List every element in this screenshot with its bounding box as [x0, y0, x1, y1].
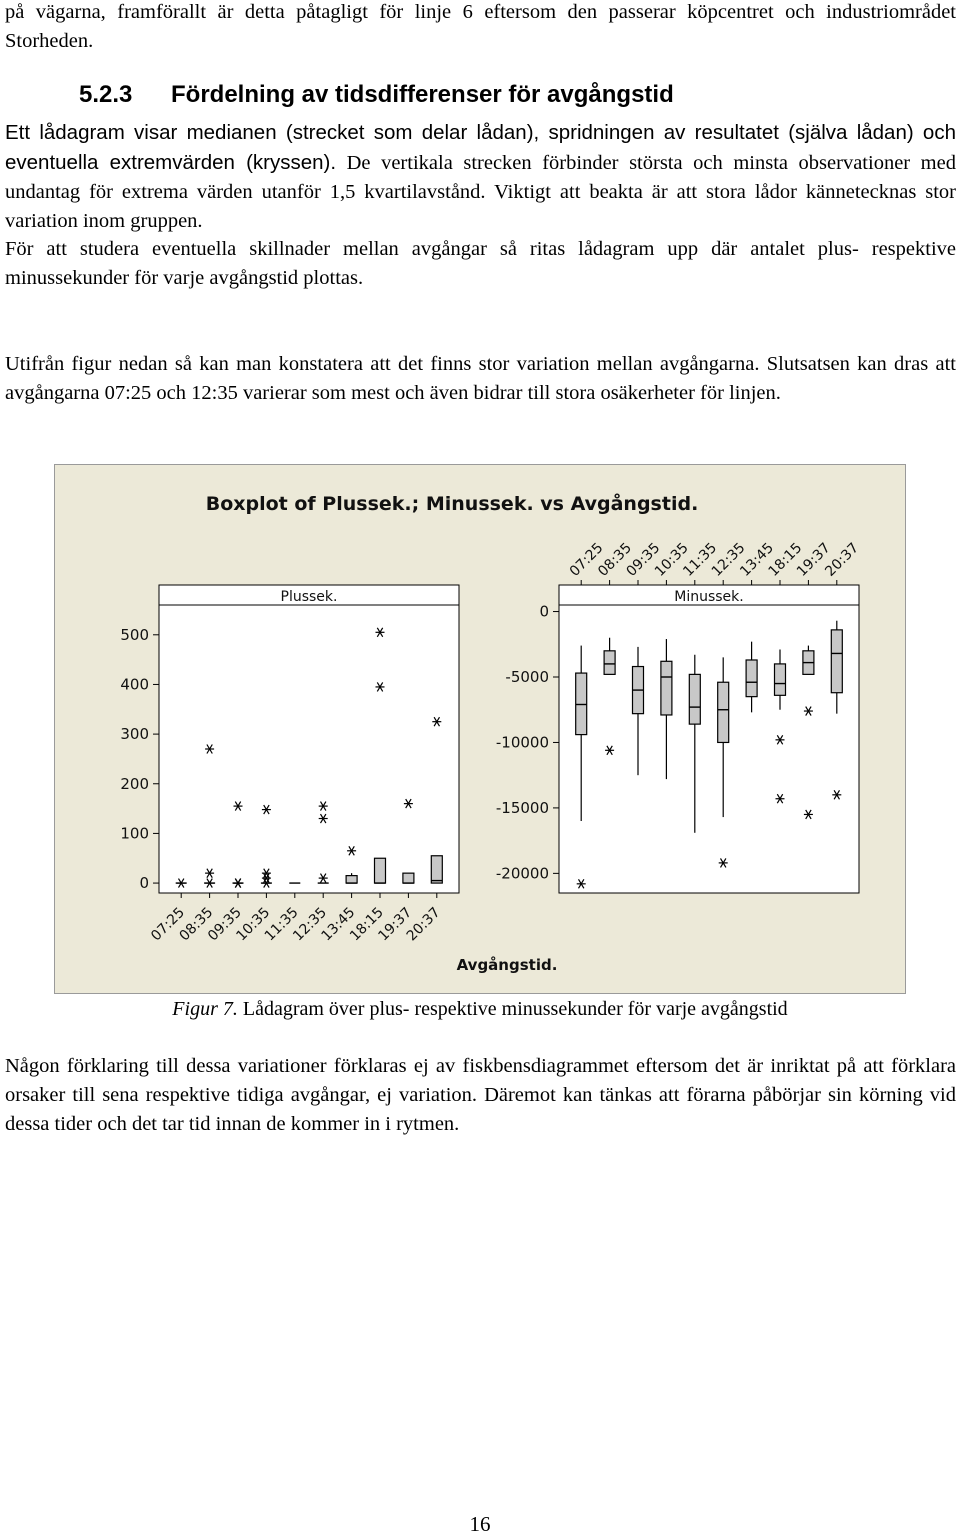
y-tick-label-minussek: 0 — [539, 602, 549, 621]
plot-area-minussek — [559, 585, 859, 893]
x-tick-label-minussek: 08:35 — [595, 539, 635, 580]
panel-label-minussek: Minussek. — [674, 589, 744, 605]
paragraph-discussion: Någon förklaring till dessa variationer förklaras ej av fiskbensdiagrammet eftersom det är inriktat på att förklara orsaker till sena respektive tidiga avgångar, ej variation. Däremot kan tänkas att förarna påbörjar sin körning vid dessa tider och det tar tid innan de kommer in i rytmen. — [5, 1055, 956, 1135]
x-tick-label-plussek: 20:37 — [403, 904, 444, 945]
x-tick-label-plussek: 07:25 — [148, 904, 189, 945]
box-plussek — [346, 876, 357, 883]
x-tick-label-plussek: 09:35 — [204, 904, 245, 945]
x-tick-label-minussek: 18:15 — [765, 539, 806, 580]
section-heading — [79, 79, 674, 111]
x-axis-label: Avgångstid. — [456, 956, 558, 974]
x-tick-label-plussek: 12:35 — [290, 904, 331, 945]
section-number: 5.2.3 — [79, 81, 133, 108]
paragraph-conclusion: Utifrån figur nedan så kan man konstatera att det finns stor variation mellan avgångarna. Slutsatsen kan dras att avgångarna 07:25 och 12:35 varierar som mest och även bidrar till stora osäkerheter för linjen. — [5, 353, 956, 404]
box-minussek — [775, 664, 786, 695]
figure-caption-text: Lådagram över plus- respektive minussekunder för varje avgångstid — [237, 998, 788, 1020]
panel-label-plussek: Plussek. — [280, 589, 338, 605]
box-minussek — [718, 682, 729, 742]
boxplot-chart — [54, 464, 907, 995]
y-tick-label-minussek: -5000 — [505, 668, 549, 686]
chart-title: Boxplot of Plussek.; Minussek. vs Avgångstid. — [205, 493, 699, 515]
plot-area-plussek — [159, 585, 459, 893]
section-title: Fördelning av tidsdifferenser för avgångstid — [171, 81, 674, 108]
figure-caption-label: Figur 7. — [172, 998, 238, 1020]
paragraph-boxplot-explanation-rest: De vertikala strecken förbinder största och minsta observationer med undantag för extrema värden utanför 1,5 kvartilavstånd. Viktigt att beakta är att stora lådor kännetecknas stor variation inom gruppen. — [5, 152, 956, 232]
paragraph-intro: på vägarna, framförallt är detta påtagligt för linje 6 eftersom den passerar köpcentret och industriområdet Storheden. — [5, 1, 956, 52]
x-tick-label-plussek: 10:35 — [233, 904, 274, 945]
x-tick-label-minussek: 12:35 — [708, 539, 749, 580]
box-plussek — [403, 873, 414, 883]
x-tick-label-plussek: 19:37 — [375, 904, 416, 945]
x-tick-label-minussek: 20:37 — [822, 539, 863, 580]
x-tick-label-minussek: 19:37 — [793, 539, 834, 580]
box-minussek — [661, 661, 672, 715]
y-tick-label-plussek: 0 — [139, 874, 149, 893]
x-tick-label-minussek: 11:35 — [680, 539, 721, 580]
panel-plussek — [120, 585, 459, 944]
paragraph-method: För att studera eventuella skillnader mellan avgångar så ritas lådagram upp där antalet plus- respektive minussekunder för varje avgångstid plottas. — [5, 238, 956, 289]
paragraph-boxplot-explanation-start: Ett lådagram visar medianen (strecket som delar lådan), spridningen av resultatet (själva lådan) och eventuella extremvärden (kryssen). — [5, 121, 956, 174]
y-tick-label-plussek: 400 — [120, 675, 149, 694]
y-tick-label-minussek: -15000 — [495, 798, 549, 817]
y-tick-label-minussek: -10000 — [495, 733, 549, 752]
x-tick-label-minussek: 09:35 — [623, 539, 664, 580]
x-tick-label-minussek: 13:45 — [737, 539, 777, 580]
box-plussek — [431, 856, 442, 883]
y-tick-label-plussek: 200 — [120, 774, 149, 793]
y-tick-label-plussek: 300 — [120, 725, 149, 744]
y-tick-label-minussek: -20000 — [495, 864, 549, 883]
box-minussek — [689, 674, 700, 724]
boxplot-figure — [54, 464, 907, 1000]
y-tick-label-plussek: 500 — [120, 625, 149, 644]
box-minussek — [831, 630, 842, 693]
figure-caption — [0, 996, 960, 1022]
x-tick-label-plussek: 13:45 — [318, 904, 359, 945]
paragraph-boxplot-explanation — [5, 118, 956, 236]
y-tick-label-plussek: 100 — [120, 824, 149, 843]
x-tick-label-minussek: 07:25 — [566, 539, 607, 580]
x-tick-label-minussek: 10:35 — [651, 539, 692, 580]
box-minussek — [746, 660, 757, 697]
x-tick-label-plussek: 08:35 — [176, 904, 217, 945]
x-tick-label-plussek: 11:35 — [261, 904, 302, 945]
box-minussek — [604, 651, 615, 675]
page-number: 16 — [469, 1512, 491, 1536]
box-plussek — [375, 858, 386, 883]
x-tick-label-plussek: 18:15 — [346, 904, 387, 945]
